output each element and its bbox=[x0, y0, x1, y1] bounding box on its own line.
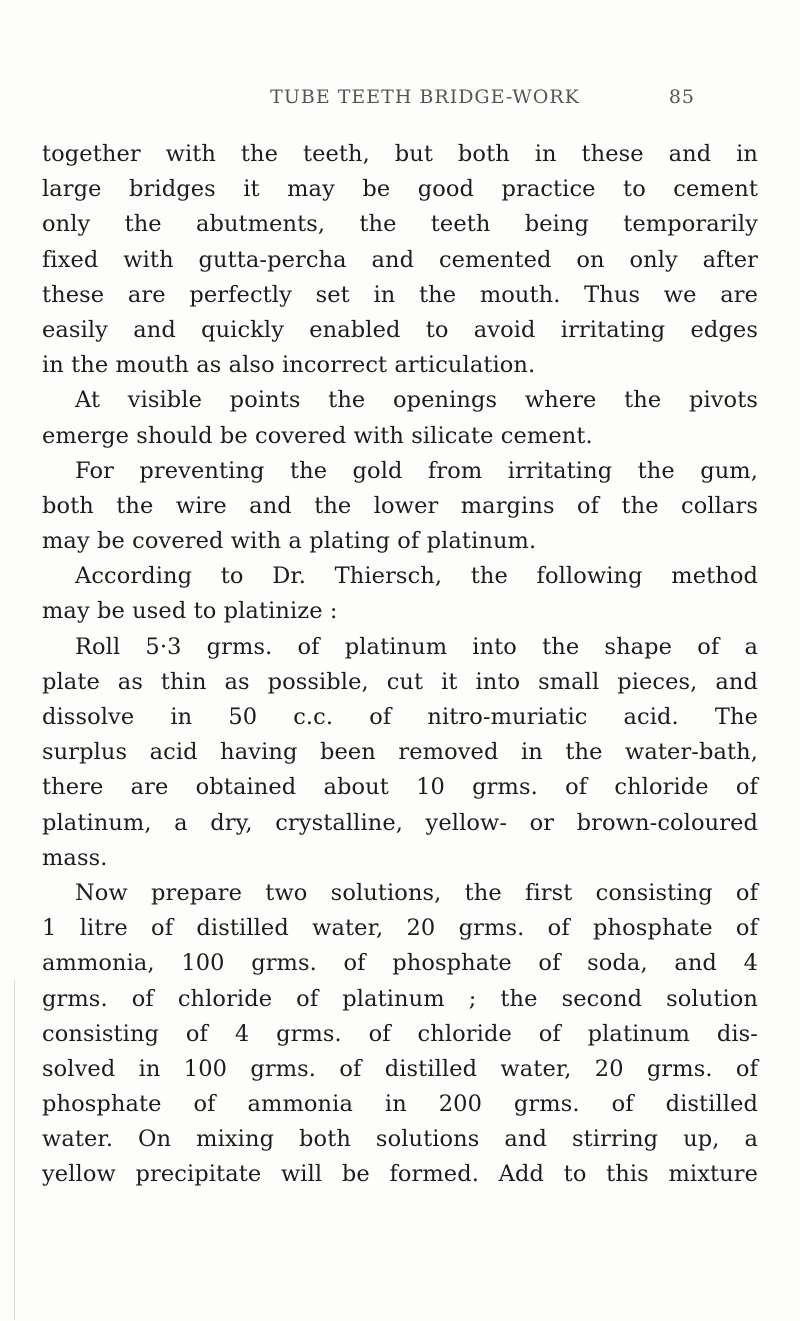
text-line: there are obtained about 10 grms. of chloride of bbox=[42, 774, 758, 801]
text-line: ammonia, 100 grms. of phosphate of soda, and 4 bbox=[42, 950, 758, 977]
text-line: platinum, a dry, crystalline, yellow- or brown-coloured bbox=[42, 809, 758, 836]
text-line: fixed with gutta-percha and cemented on only after bbox=[42, 246, 758, 273]
text-line: in the mouth as also incorrect articulation. bbox=[42, 352, 536, 379]
text-line: emerge should be covered with silicate cement. bbox=[42, 422, 593, 449]
text-line: may be used to platinize : bbox=[42, 598, 338, 625]
running-head bbox=[145, 86, 695, 116]
text-line: surplus acid having been removed in the water-bath, bbox=[42, 739, 758, 766]
running-title: TUBE TEETH BRIDGE-WORK bbox=[270, 86, 580, 108]
text-line: For preventing the gold from irritating the gum, bbox=[75, 457, 758, 484]
text-line: easily and quickly enabled to avoid irritating edges bbox=[42, 316, 758, 343]
page-number: 85 bbox=[668, 86, 695, 108]
text-line: phosphate of ammonia in 200 grms. of distilled bbox=[42, 1091, 758, 1118]
text-line: water. On mixing both solutions and stirring up, a bbox=[42, 1126, 758, 1153]
text-line: these are perfectly set in the mouth. Thus we are bbox=[42, 281, 758, 308]
text-line: may be covered with a plating of platinum. bbox=[42, 528, 537, 555]
text-line: large bridges it may be good practice to cement bbox=[42, 176, 758, 203]
text-line: only the abutments, the teeth being temporarily bbox=[42, 211, 758, 238]
text-line: At visible points the openings where the pivots bbox=[75, 387, 758, 414]
text-line: plate as thin as possible, cut it into small pieces, and bbox=[42, 668, 758, 695]
text-line: solved in 100 grms. of distilled water, 20 grms. of bbox=[42, 1055, 758, 1082]
text-line: together with the teeth, but both in these and in bbox=[42, 141, 758, 167]
text-line: 1 litre of distilled water, 20 grms. of phosphate of bbox=[42, 915, 758, 942]
text-line: consisting of 4 grms. of chloride of platinum dis- bbox=[42, 1020, 758, 1047]
text-line: Roll 5·3 grms. of platinum into the shape of a bbox=[75, 633, 758, 660]
text-line: yellow precipitate will be formed. Add to this mixture bbox=[42, 1161, 758, 1188]
text-line: mass. bbox=[42, 844, 108, 871]
text-line: grms. of chloride of platinum ; the second solution bbox=[42, 985, 758, 1012]
text-line: dissolve in 50 c.c. of nitro-muriatic acid. The bbox=[42, 704, 758, 730]
text-line: According to Dr. Thiersch, the following method bbox=[75, 563, 758, 590]
text-line: Now prepare two solutions, the first consisting of bbox=[75, 879, 758, 906]
margin-shadow bbox=[14, 980, 15, 1320]
text-line: both the wire and the lower margins of the collars bbox=[42, 492, 758, 519]
body-text bbox=[42, 137, 758, 1193]
